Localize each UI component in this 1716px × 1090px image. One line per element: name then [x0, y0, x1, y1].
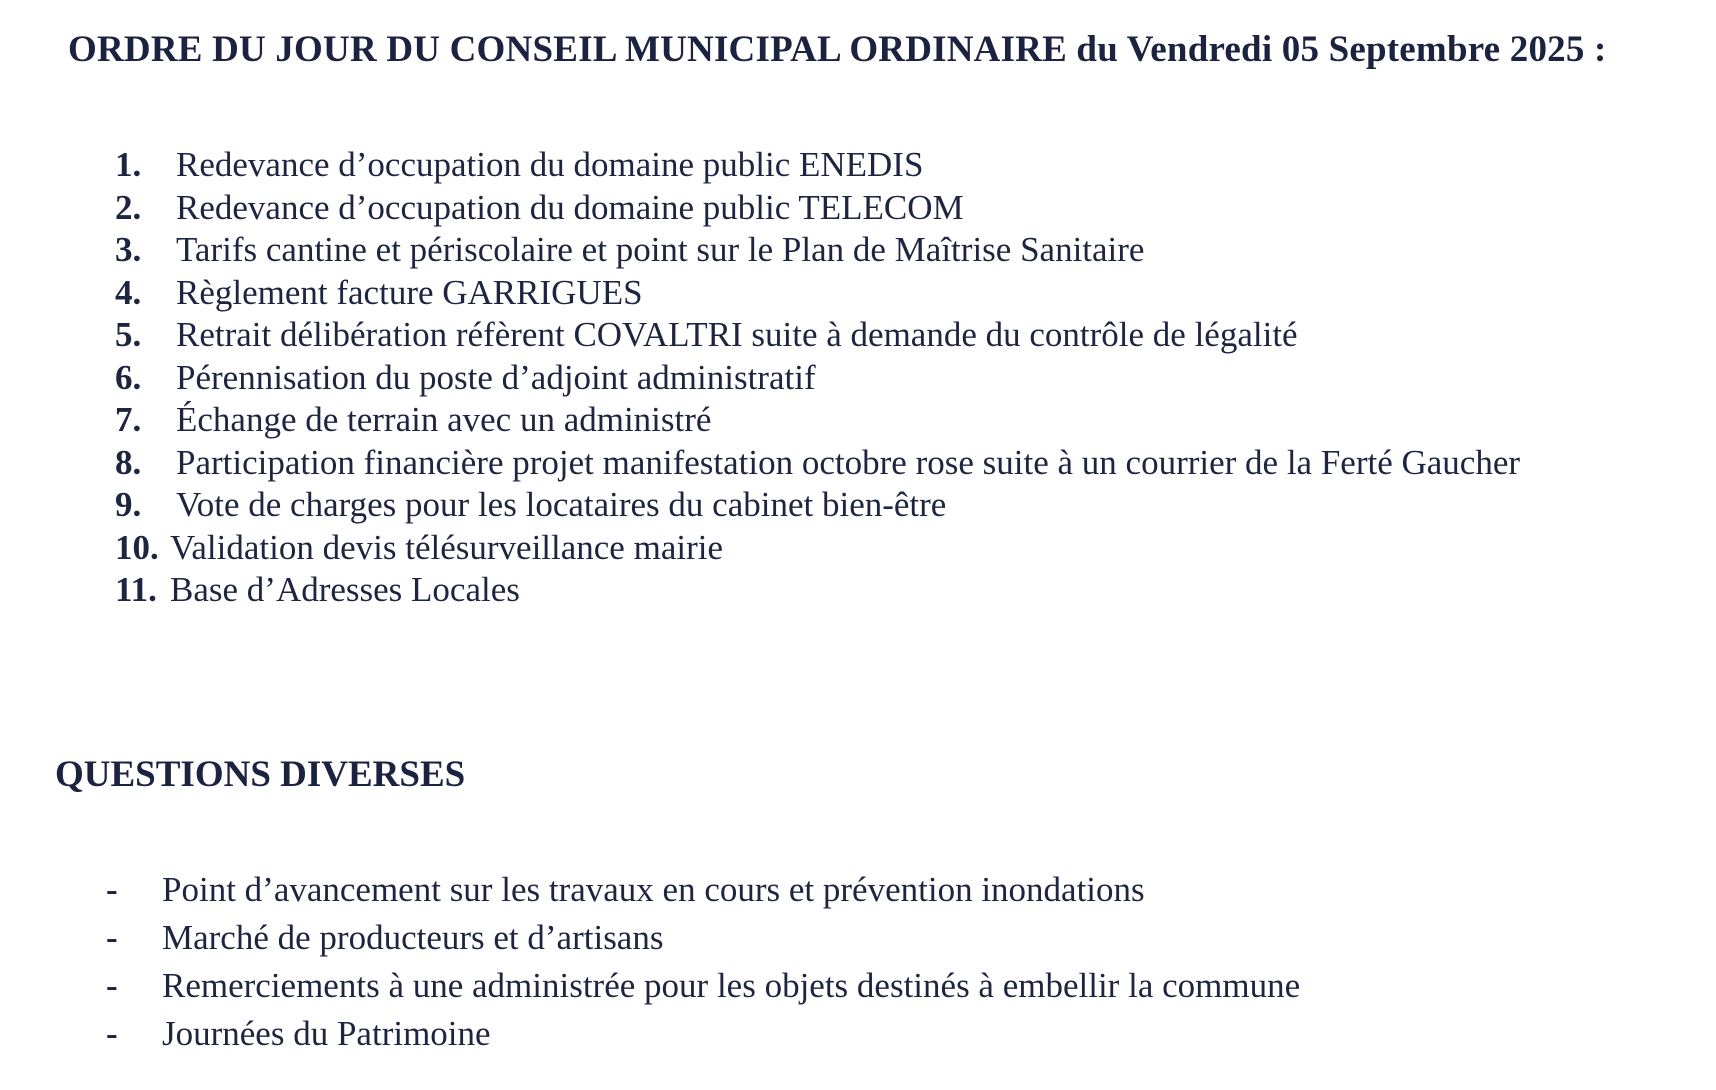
agenda-item-number: 2. [115, 187, 142, 227]
agenda-item-text: Base d’Adresses Locales [170, 570, 520, 609]
agenda-item-number: 9. [115, 485, 142, 524]
question-bullet: - [106, 966, 118, 1005]
agenda-item-number: 11. [115, 570, 157, 609]
agenda-item-number: 1. [115, 145, 142, 184]
agenda-item-text: Validation devis télésurveillance mairie [170, 527, 723, 567]
agenda-item-number: 7. [115, 400, 142, 439]
agenda-item-text: Règlement facture GARRIGUES [176, 272, 643, 312]
agenda-item-number: 10. [115, 527, 159, 567]
question-bullet: - [106, 1014, 118, 1053]
question-text: Remerciements à une administrée pour les objets destinés à embellir la commune [162, 966, 1301, 1005]
agenda-item-text: Pérennisation du poste d’adjoint administratif [176, 357, 816, 397]
agenda-item-number: 8. [115, 442, 142, 482]
question-bullet: - [106, 870, 118, 909]
agenda-item-text: Participation financière projet manifestation octobre rose suite à un courrier de la Ferté Gaucher [176, 442, 1521, 482]
question-text: Point d’avancement sur les travaux en cours et prévention inondations [162, 870, 1145, 909]
agenda-title: ORDRE DU JOUR DU CONSEIL MUNICIPAL ORDINAIRE du Vendredi 05 Septembre 2025 : [68, 29, 1607, 70]
question-text: Marché de producteurs et d’artisans [162, 918, 664, 957]
question-text: Journées du Patrimoine [162, 1014, 491, 1053]
agenda-item-text: Retrait délibération réfèrent COVALTRI suite à demande du contrôle de légalité [176, 315, 1298, 354]
agenda-item-number: 3. [115, 230, 142, 269]
agenda-item-text: Redevance d’occupation du domaine public ENEDIS [176, 145, 924, 184]
agenda-item-text: Tarifs cantine et périscolaire et point sur le Plan de Maîtrise Sanitaire [176, 230, 1145, 269]
questions-title: QUESTIONS DIVERSES [55, 754, 466, 795]
agenda-item-number: 6. [115, 357, 142, 397]
agenda-item-text: Vote de charges pour les locataires du cabinet bien-être [176, 485, 947, 524]
question-bullet: - [106, 918, 118, 957]
agenda-item-text: Redevance d’occupation du domaine public TELECOM [176, 187, 964, 227]
agenda-item-text: Échange de terrain avec un administré [176, 400, 712, 439]
agenda-item-number: 4. [115, 272, 142, 312]
agenda-item-number: 5. [115, 315, 142, 354]
